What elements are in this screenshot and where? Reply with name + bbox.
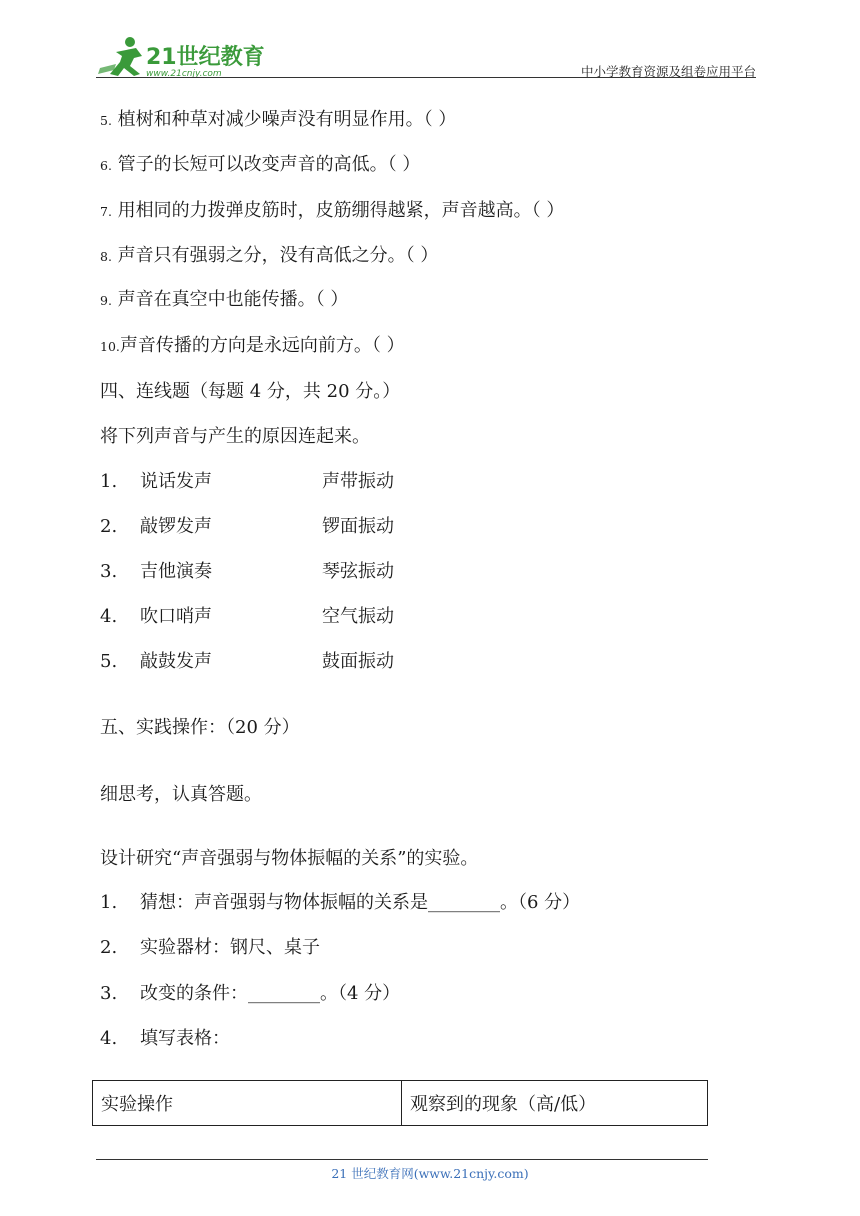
match-number: 1. xyxy=(100,471,118,492)
question-text: 声音只有强弱之分，没有高低之分。（ ） xyxy=(111,245,439,266)
experiment-step xyxy=(100,1027,230,1051)
question-item xyxy=(100,334,405,359)
match-number: 2. xyxy=(100,516,118,537)
match-row xyxy=(100,560,394,584)
footer-link[interactable]: 21 世纪教育网(www.21cnjy.com) xyxy=(331,1166,529,1181)
match-left: 吹口哨声 xyxy=(140,606,212,627)
section-instruction: 细思考，认真答题。 xyxy=(100,784,262,805)
logo-url: www.21cnjy.com xyxy=(146,69,222,79)
question-item xyxy=(100,244,438,269)
step-number: 1. xyxy=(100,892,118,913)
question-number: 6. xyxy=(100,158,112,173)
match-right: 琴弦振动 xyxy=(322,561,394,582)
match-number: 5. xyxy=(100,651,118,672)
table-header-row xyxy=(93,1081,708,1126)
match-number: 4. xyxy=(100,606,118,627)
match-right: 空气振动 xyxy=(322,606,394,627)
footer-divider xyxy=(96,1159,708,1160)
match-right: 声带振动 xyxy=(322,471,394,492)
match-left: 说话发声 xyxy=(140,471,212,492)
step-text: 实验器材：钢尺、桌子 xyxy=(140,937,320,958)
header-platform-text: 中小学教育资源及组卷应用平台 xyxy=(580,64,756,79)
section-title: 五、实践操作：（20 分） xyxy=(100,717,300,738)
question-number: 8. xyxy=(100,249,112,264)
step-number: 4. xyxy=(100,1028,118,1049)
match-right: 锣面振动 xyxy=(322,516,394,537)
logo-text: 21世纪教育 xyxy=(146,45,265,70)
site-logo xyxy=(96,34,266,80)
match-number: 3. xyxy=(100,561,118,582)
section-title: 四、连线题（每题 4 分，共 20 分。） xyxy=(100,381,401,402)
question-item xyxy=(100,288,348,313)
match-row xyxy=(100,605,394,629)
match-row xyxy=(100,650,394,674)
step-text: 填写表格： xyxy=(140,1028,230,1049)
table-header-cell: 实验操作 xyxy=(93,1081,402,1126)
section-instruction: 将下列声音与产生的原因连起来。 xyxy=(100,426,370,447)
question-number: 10. xyxy=(100,339,120,354)
table-header-cell: 观察到的现象（高/低） xyxy=(402,1081,708,1126)
question-text: 声音传播的方向是永远向前方。（ ） xyxy=(119,335,405,356)
match-right: 鼓面振动 xyxy=(322,651,394,672)
header-divider xyxy=(96,77,756,78)
experiment-step xyxy=(100,982,400,1006)
match-left: 吉他演奏 xyxy=(140,561,212,582)
question-text: 用相同的力拨弹皮筋时，皮筋绷得越紧，声音越高。（ ） xyxy=(111,200,565,221)
question-number: 5. xyxy=(100,113,112,128)
match-row xyxy=(100,515,394,539)
step-number: 3. xyxy=(100,983,118,1004)
question-text: 管子的长短可以改变声音的高低。（ ） xyxy=(111,154,421,175)
experiment-step xyxy=(100,891,580,915)
match-row xyxy=(100,470,394,494)
question-text: 植树和种草对减少噪声没有明显作用。（ ） xyxy=(111,109,457,130)
step-number: 2. xyxy=(100,937,118,958)
match-left: 敲鼓发声 xyxy=(140,651,212,672)
question-number: 7. xyxy=(100,204,112,219)
question-item xyxy=(100,199,564,224)
question-number: 9. xyxy=(100,293,112,308)
question-item xyxy=(100,108,456,133)
observation-table xyxy=(92,1080,708,1126)
experiment-step xyxy=(100,936,320,960)
experiment-description: 设计研究“声音强弱与物体振幅的关系”的实验。 xyxy=(100,848,479,869)
question-item xyxy=(100,153,420,178)
step-text: 改变的条件：________。（4 分） xyxy=(140,983,401,1004)
step-text: 猜想：声音强弱与物体振幅的关系是________。（6 分） xyxy=(140,892,581,913)
match-left: 敲锣发声 xyxy=(140,516,212,537)
question-text: 声音在真空中也能传播。（ ） xyxy=(111,289,349,310)
